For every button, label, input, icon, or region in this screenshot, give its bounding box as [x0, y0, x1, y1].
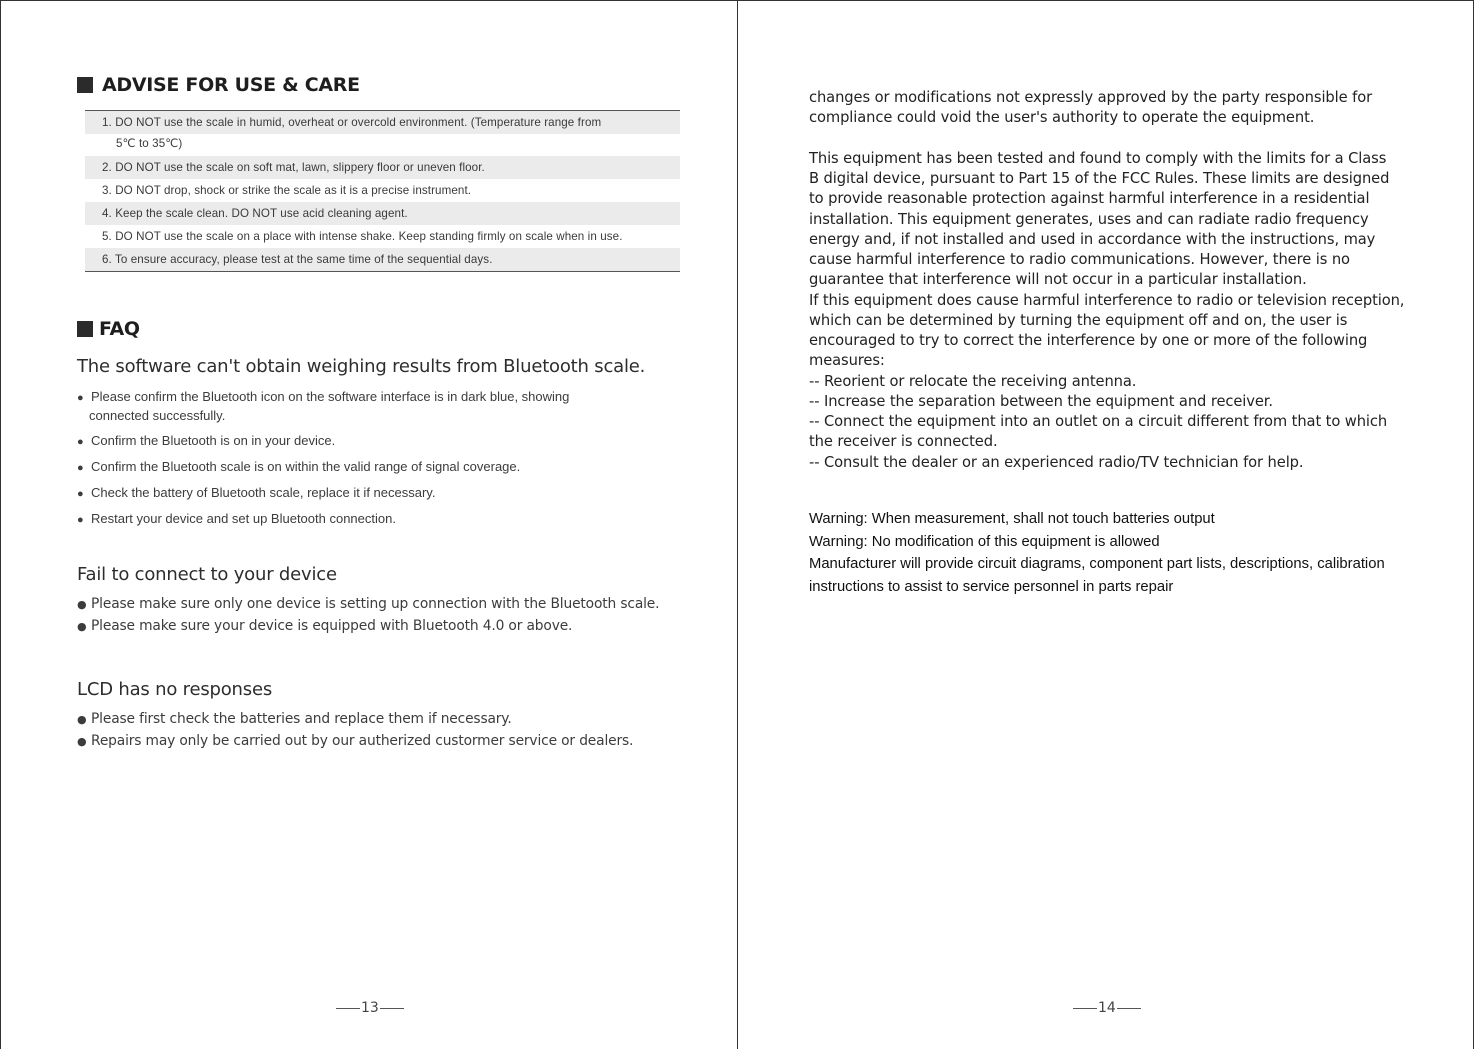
advise-item-6: 6. To ensure accuracy, please test at the same time of the sequential days.	[85, 248, 680, 271]
bullet-icon: ●	[77, 620, 87, 633]
fcc-line: installation. This equipment generates, uses and can radiate radio frequency	[809, 210, 1369, 228]
advise-item-2: 2. DO NOT use the scale on soft mat, lawn, slippery floor or uneven floor.	[85, 156, 680, 179]
faq-answer: ● Confirm the Bluetooth scale is on within the valid range of signal coverage.	[77, 454, 569, 480]
fcc-statement	[809, 88, 1459, 473]
paragraph-gap	[809, 129, 1459, 149]
faq-heading	[77, 318, 140, 340]
faq-question-3: LCD has no responses	[77, 679, 272, 700]
advise-item-3: 3. DO NOT drop, shock or strike the scale as it is a precise instrument.	[102, 184, 472, 197]
fcc-line: compliance could void the user's authority to operate the equipment.	[809, 109, 1315, 127]
bullet-icon: ●	[77, 713, 87, 726]
fcc-line: If this equipment does cause harmful interference to radio or television reception,	[809, 291, 1405, 309]
fcc-line: changes or modifications not expressly approved by the party responsible for	[809, 89, 1373, 106]
faq-answer: ● Confirm the Bluetooth is on in your device.	[77, 428, 569, 454]
manufacturer-note: Manufacturer will provide circuit diagrams, component part lists, descriptions, calibration	[809, 556, 1385, 573]
fcc-line: guarantee that interference will not occur in a particular installation.	[809, 271, 1307, 289]
fcc-line: -- Connect the equipment into an outlet on a circuit different from that to which	[809, 413, 1388, 430]
fcc-line: This equipment has been tested and found to comply with the limits for a Class	[809, 149, 1387, 167]
dash-line	[1117, 1008, 1141, 1009]
fcc-line: measures:	[809, 352, 885, 370]
faq-answer-continued: connected successfully.	[89, 408, 226, 423]
faq-question-2: Fail to connect to your device	[77, 564, 337, 585]
warnings-block	[809, 508, 1385, 599]
fcc-line: energy and, if not installed and used in accordance with the instructions, may	[809, 230, 1376, 248]
fcc-line: which can be determined by turning the equipment off and on, the user is	[809, 311, 1348, 329]
manufacturer-note: instructions to assist to service personnel in parts repair	[809, 579, 1174, 596]
dash-line	[336, 1008, 360, 1009]
faq-answer: ● Please make sure your device is equipped with Bluetooth 4.0 or above.	[77, 615, 659, 637]
fcc-line: B digital device, pursuant to Part 15 of the FCC Rules. These limits are designed	[809, 170, 1390, 187]
bullet-icon: ●	[77, 392, 84, 404]
dash-line	[1073, 1008, 1097, 1009]
fcc-line: -- Increase the separation between the equipment and receiver.	[809, 392, 1273, 410]
heading-square-icon	[77, 77, 93, 93]
faq-answer: ● Repairs may only be carried out by our autherized custormer service or dealers.	[77, 730, 633, 752]
faq-answer: ● Check the battery of Bluetooth scale, replace it if necessary.	[77, 480, 569, 506]
faq-answers-1	[77, 384, 569, 532]
bullet-icon: ●	[77, 598, 87, 611]
advise-title: ADVISE FOR USE & CARE	[102, 74, 360, 96]
fcc-line: cause harmful interference to radio communications. However, there is no	[809, 251, 1350, 268]
faq-question-1: The software can't obtain weighing results from Bluetooth scale.	[77, 356, 646, 377]
bullet-icon: ●	[77, 514, 84, 526]
bullet-icon: ●	[77, 462, 84, 474]
faq-title: FAQ	[99, 318, 140, 340]
fcc-line: -- Consult the dealer or an experienced radio/TV technician for help.	[809, 453, 1304, 471]
advise-item-1-continued: 5℃ to 35℃)	[116, 137, 183, 150]
faq-answer: ● Please first check the batteries and replace them if necessary.	[77, 708, 633, 730]
dash-line	[380, 1008, 404, 1009]
faq-answer: ● Please confirm the Bluetooth icon on the software interface is in dark blue, showing	[77, 384, 569, 410]
advise-item-5: 5. DO NOT use the scale on a place with intense shake. Keep standing firmly on scale when in use.	[102, 230, 623, 243]
faq-answers-3	[77, 708, 633, 752]
fcc-line: encouraged to try to correct the interference by one or more of the following	[809, 332, 1368, 349]
advise-heading	[77, 74, 360, 96]
bullet-icon: ●	[77, 735, 87, 748]
right-page	[737, 0, 1474, 1049]
page-number-13: 13	[335, 1000, 405, 1016]
fcc-line: to provide reasonable protection against harmful interference in a residential	[809, 190, 1370, 208]
advise-table	[85, 110, 680, 272]
page-number-14: 14	[1072, 1000, 1142, 1016]
heading-square-icon	[77, 321, 93, 337]
faq-answers-2	[77, 593, 659, 637]
advise-item-1: 1. DO NOT use the scale in humid, overheat or overcold environment. (Temperature range from	[85, 111, 680, 134]
faq-answer: ● Please make sure only one device is setting up connection with the Bluetooth scale.	[77, 593, 659, 615]
warning-line: Warning: No modification of this equipment is allowed	[809, 533, 1160, 550]
warning-line: Warning: When measurement, shall not touch batteries output	[809, 511, 1215, 527]
bullet-icon: ●	[77, 436, 84, 448]
fcc-line: -- Reorient or relocate the receiving antenna.	[809, 372, 1137, 390]
fcc-line: the receiver is connected.	[809, 433, 998, 451]
faq-answer: ● Restart your device and set up Bluetooth connection.	[77, 506, 569, 532]
bullet-icon: ●	[77, 488, 84, 500]
advise-item-4: 4. Keep the scale clean. DO NOT use acid cleaning agent.	[85, 202, 680, 225]
